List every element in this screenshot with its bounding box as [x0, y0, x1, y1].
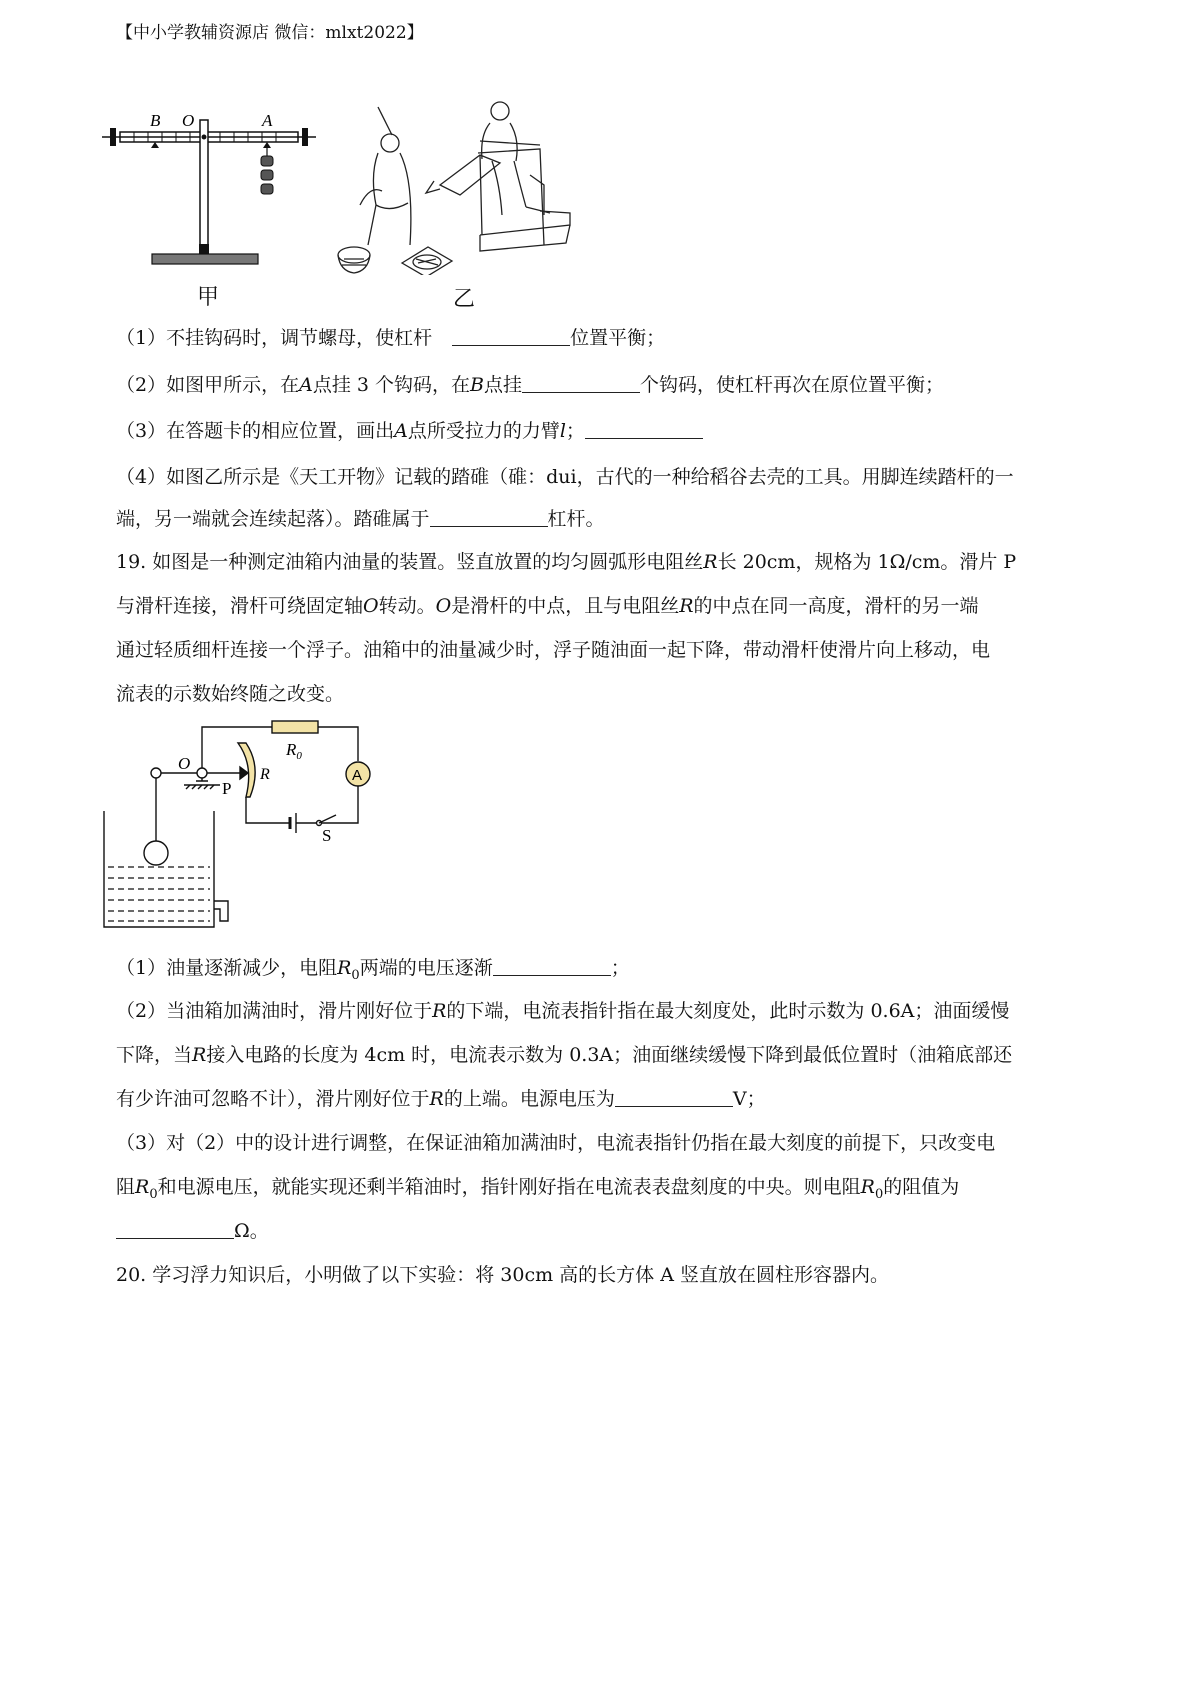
- page-header: 【中小学教辅资源店 微信：mlxt2022】: [116, 23, 424, 43]
- q20-stem: 20. 学习浮力知识后，小明做了以下实验：将 30cm 高的长方体 A 竖直放在圆柱形容器内。: [116, 1264, 889, 1286]
- answer-blank[interactable]: [452, 327, 570, 346]
- lever-apparatus-figure: [100, 100, 340, 320]
- pivot-o-label: O: [178, 754, 191, 773]
- answer-blank[interactable]: [430, 508, 548, 527]
- q19-part2-line1: （2）当油箱加满油时，滑片刚好位于R的下端，电流表指针指在最大刻度处，此时示数为 0.6A；油面缓慢: [116, 1000, 1010, 1022]
- q19-part3-line3: Ω。: [116, 1218, 269, 1244]
- svg-text:R0: [285, 740, 302, 762]
- switch-s-label: S: [322, 826, 332, 845]
- q19-stem-line1: 19. 如图是一种测定油箱内油量的装置。竖直放置的均匀圆弧形电阻丝R长 20cm，规格为 1Ω/cm。滑片 P: [116, 551, 1017, 573]
- resistor-r-label: R: [260, 766, 270, 783]
- q19-part2-line3: 有少许油可忽略不计），滑片刚好位于R的上端。电源电压为 V；: [116, 1088, 766, 1110]
- treadle-mortar-illustration: [330, 95, 590, 275]
- q18-part2: （2）如图甲所示，在A点挂 3 个钩码，在B点挂 个钩码，使杠杆再次在原位置平衡；: [116, 374, 944, 396]
- caption-jia: 甲: [197, 285, 220, 310]
- answer-blank[interactable]: [522, 374, 640, 393]
- r0-subscript: 0: [296, 750, 302, 762]
- answer-blank[interactable]: [585, 420, 703, 439]
- q19-part1: （1）油量逐渐减少，电阻$R_0$两端的电压逐渐 ；: [116, 957, 630, 983]
- q18-part3: （3）在答题卡的相应位置，画出A点所受拉力的力臂l；: [116, 418, 703, 444]
- q19-part2-line2: 下降，当R接入电路的长度为 4cm 时，电流表示数为 0.3A；油面继续缓慢下降到最低位置时（油箱底部还: [116, 1044, 1013, 1066]
- q19-stem-line4: 流表的示数始终随之改变。: [116, 683, 345, 705]
- answer-blank[interactable]: [615, 1088, 733, 1107]
- ammeter-label: A: [352, 767, 363, 784]
- q19-stem-line3: 通过轻质细杆连接一个浮子。油箱中的油量减少时，浮子随油面一起下降，带动滑杆使滑片向上移动，电: [116, 639, 991, 661]
- q19-stem-line2: 与滑杆连接，滑杆可绕固定轴O转动。O是滑杆的中点，且与电阻丝R的中点在同一高度，滑杆的另一端: [116, 595, 979, 617]
- label-b: B: [150, 111, 161, 130]
- oil-gauge-circuit-figure: [100, 715, 400, 935]
- answer-blank[interactable]: [493, 957, 611, 976]
- label-o: O: [182, 111, 195, 130]
- q19-part3-line2: 阻$R_0$和电源电压，就能实现还剩半箱油时，指针刚好指在电流表表盘刻度的中央。则电阻$R_0$的阻值为: [116, 1176, 960, 1202]
- answer-blank[interactable]: [116, 1220, 234, 1239]
- q18-part4-line2: 端，另一端就会连续起落）。踏碓属于 杠杆。: [116, 508, 605, 530]
- r0-label: R: [286, 740, 297, 759]
- q18-part4-line1: （4）如图乙所示是《天工开物》记载的踏碓（碓：dui，古代的一种给稻谷去壳的工具。用脚连续踏杆的一: [116, 466, 1014, 488]
- caption-yi: 乙: [453, 287, 476, 312]
- q19-part3-line1: （3）对（2）中的设计进行调整，在保证油箱加满油时，电流表指针仍指在最大刻度的前提下，只改变电: [116, 1132, 996, 1154]
- q18-part1: （1）不挂钩码时，调节螺母，使杠杆 位置平衡；: [116, 327, 666, 349]
- slider-p-label: P: [222, 779, 232, 798]
- label-a: A: [262, 111, 273, 130]
